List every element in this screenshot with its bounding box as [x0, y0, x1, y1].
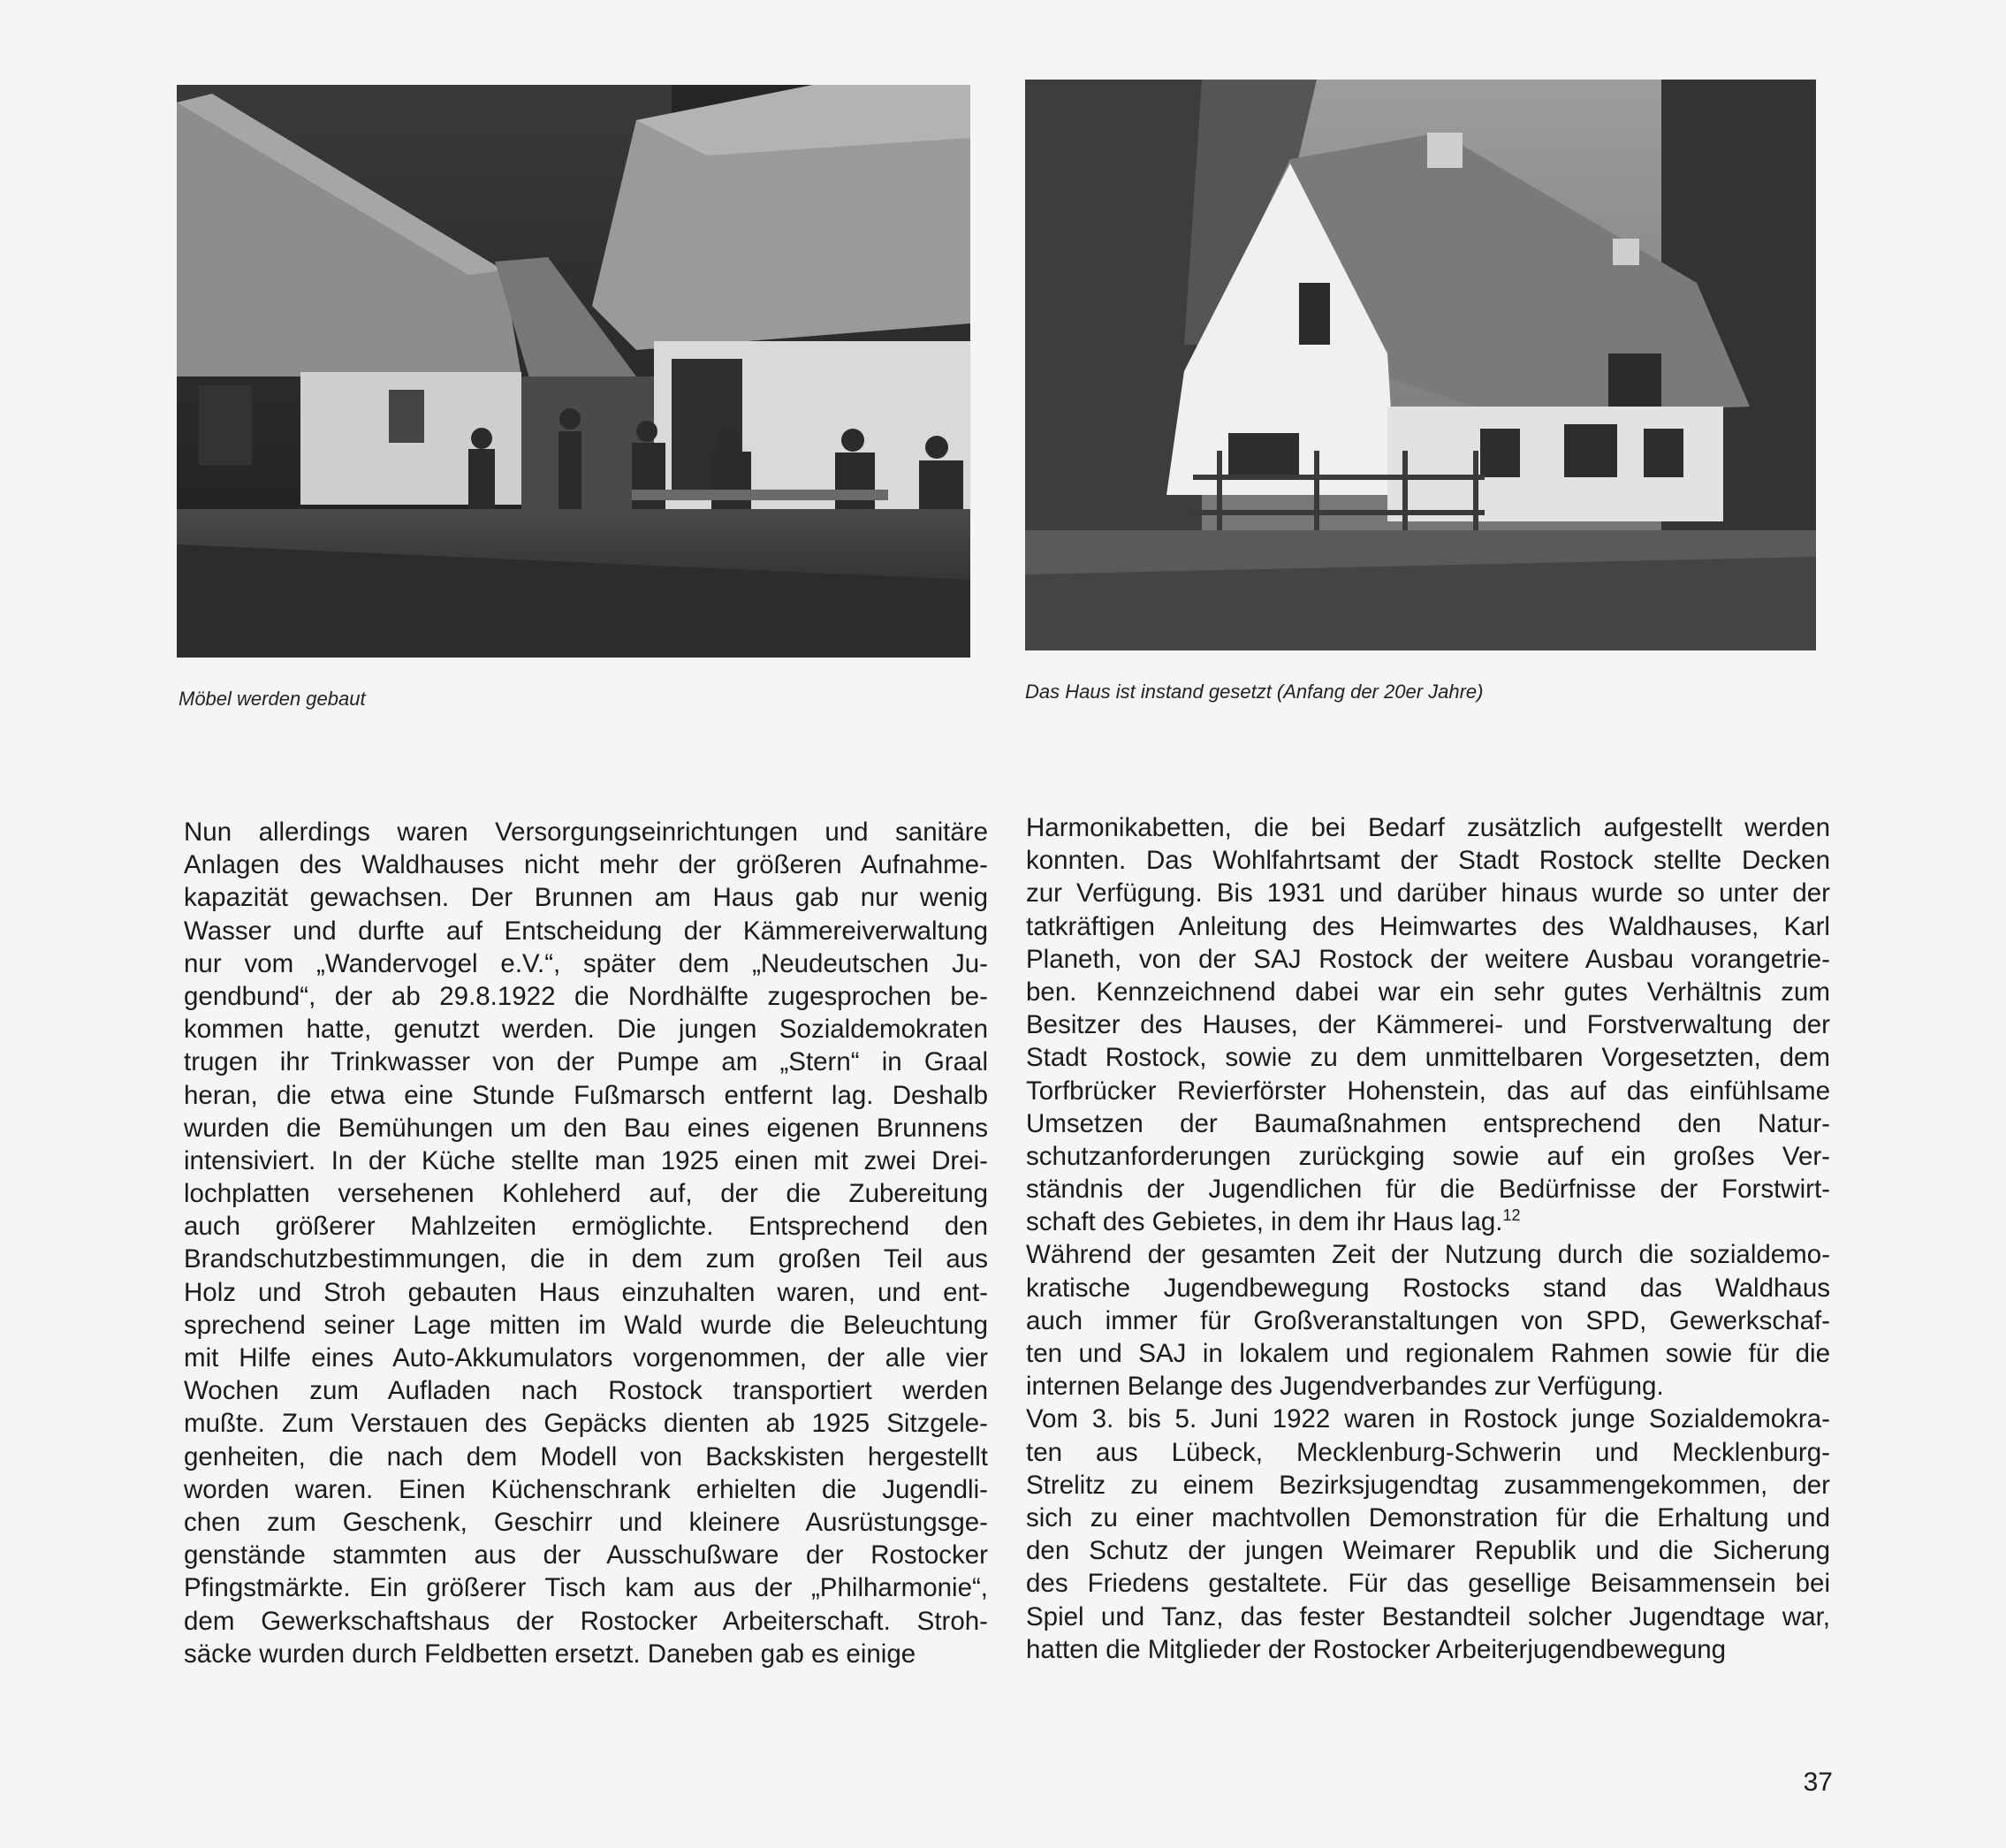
text-line: sprechend seiner Lage mitten im Wald wurde die Beleuchtung	[184, 1310, 988, 1340]
figure-caption-left: Möbel werden gebaut	[179, 688, 366, 710]
text-line: den Schutz der jungen Weimarer Republik und die Sicherung	[1026, 1536, 1830, 1566]
text-line: Stadt Rostock, sowie zu dem unmittelbaren Vorgesetzten, dem	[1026, 1043, 1830, 1073]
text-line: säcke wurden durch Feldbetten ersetzt. Daneben gab es einige	[184, 1639, 916, 1669]
text-line: chen zum Geschenk, Geschirr und kleinere Ausrüstungsge-	[184, 1507, 988, 1537]
text-line: schaft des Gebietes, in dem ihr Haus lag.$^{12}$	[1026, 1206, 1521, 1237]
photo-furniture-building-image	[177, 85, 970, 658]
text-line: Anlagen des Waldhauses nicht mehr der größeren Aufnahme-	[184, 850, 988, 880]
text-line: gendbund“, der ab 29.8.1922 die Nordhälfte zugesprochen be-	[184, 981, 988, 1011]
footnote-ref: 12	[1502, 1206, 1521, 1225]
text-column-left	[184, 816, 988, 1670]
figure-caption-right: Das Haus ist instand gesetzt (Anfang der 20er Jahre)	[1025, 681, 1484, 703]
text-line: Holz und Stroh gebauten Haus einzuhalten waren, und ent-	[184, 1277, 988, 1307]
text-line: konnten. Das Wohlfahrtsamt der Stadt Rostock stellte Decken	[1026, 846, 1830, 876]
text-line: trugen ihr Trinkwasser von der Pumpe am „Stern“ in Graal	[184, 1047, 988, 1077]
text-line: tatkräftigen Anleitung des Heimwartes des Waldhauses, Karl	[1026, 911, 1830, 941]
text-line: mit Hilfe eines Auto-Akkumulators vorgenommen, der alle vier	[184, 1343, 988, 1373]
text-line: auch immer für Großveranstaltungen von SPD, Gewerkschaf-	[1026, 1305, 1830, 1335]
photo-restored-house-image	[1025, 80, 1816, 650]
text-line: Wasser und durfte auf Entscheidung der Kämmereiverwaltung	[184, 916, 988, 946]
text-line: genstände stammten aus der Ausschußware der Rostocker	[184, 1540, 988, 1570]
text-line: Nun allerdings waren Versorgungseinrichtungen und sanitäre	[184, 818, 988, 847]
text-line: Wochen zum Aufladen nach Rostock transportiert werden	[184, 1376, 988, 1406]
photo-furniture-building	[177, 85, 970, 658]
text-line: Torfbrücker Revierförster Hohenstein, das auf das einfühlsame	[1026, 1076, 1830, 1106]
text-line: Besitzer des Hauses, der Kämmerei- und Forstverwaltung der	[1026, 1010, 1830, 1040]
text-line: Brandschutzbestimmungen, die in dem zum großen Teil aus	[184, 1244, 988, 1274]
text-column-right	[1026, 811, 1830, 1666]
text-line: kratische Jugendbewegung Rostocks stand das Waldhaus	[1026, 1273, 1830, 1303]
text-line: kapazität gewachsen. Der Brunnen am Haus gab nur wenig	[184, 883, 988, 913]
text-line: heran, die etwa eine Stunde Fußmarsch entfernt lag. Deshalb	[184, 1080, 988, 1110]
text-line: internen Belange des Jugendverbandes zur Verfügung.	[1026, 1372, 1664, 1402]
text-line: Harmonikabetten, die bei Bedarf zusätzlich aufgestellt werden	[1026, 813, 1830, 842]
text-line: intensiviert. In der Küche stellte man 1925 einen mit zwei Drei-	[184, 1145, 988, 1175]
text-line: Planeth, von der SAJ Rostock der weitere Ausbau vorangetrie-	[1026, 944, 1830, 974]
text-line: ten und SAJ in lokalem und regionalem Rahmen sowie für die	[1026, 1339, 1830, 1368]
photo-restored-house	[1025, 80, 1816, 650]
text-line: mußte. Zum Verstauen des Gepäcks dienten ab 1925 Sitzgele-	[184, 1409, 988, 1439]
text-line: lochplatten versehenen Kohleherd auf, der die Zubereitung	[184, 1179, 988, 1209]
text-line: Während der gesamten Zeit der Nutzung durch die sozialdemo-	[1026, 1240, 1830, 1270]
text-line: hatten die Mitglieder der Rostocker Arbeiterjugendbewegung	[1026, 1634, 1727, 1664]
text-line: Vom 3. bis 5. Juni 1922 waren in Rostock junge Sozialdemokra-	[1026, 1404, 1830, 1434]
text-line: ben. Kennzeichnend dabei war ein sehr gutes Verhältnis zum	[1026, 977, 1830, 1007]
text-line: wurden die Bemühungen um den Bau eines eigenen Brunnens	[184, 1113, 988, 1143]
text-line: Strelitz zu einem Bezirksjugendtag zusammengekommen, der	[1026, 1470, 1830, 1500]
text-line: genheiten, die nach dem Modell von Backskisten hergestellt	[184, 1441, 988, 1472]
text-line: ten aus Lübeck, Mecklenburg-Schwerin und Mecklenburg-	[1026, 1437, 1830, 1467]
text-line: schutzanforderungen zurückging sowie auf ein großes Ver-	[1026, 1141, 1830, 1171]
text-line: worden waren. Einen Küchenschrank erhielten die Jugendli-	[184, 1474, 988, 1504]
text-line: kommen hatte, genutzt werden. Die jungen Sozialdemokraten	[184, 1015, 988, 1045]
text-line: zur Verfügung. Bis 1931 und darüber hinaus wurde so unter der	[1026, 878, 1830, 909]
page-number: 37	[1803, 1768, 1833, 1797]
text-line: auch größerer Mahlzeiten ermöglichte. Entsprechend den	[184, 1212, 988, 1242]
text-line: dem Gewerkschaftshaus der Rostocker Arbeiterschaft. Stroh-	[184, 1606, 988, 1636]
text-line: nur vom „Wandervogel e.V.“, später dem „Neudeutschen Ju-	[184, 948, 988, 978]
text-line: Umsetzen der Baumaßnahmen entsprechend den Natur-	[1026, 1108, 1830, 1138]
text-line: Pfingstmärkte. Ein größerer Tisch kam aus der „Philharmonie“,	[184, 1573, 988, 1603]
text-line: ständnis der Jugendlichen für die Bedürfnisse der Forstwirt-	[1026, 1175, 1830, 1205]
text-line: des Friedens gestaltete. Für das gesellige Beisammensein bei	[1026, 1569, 1830, 1599]
text-line: sich zu einer machtvollen Demonstration für die Erhaltung und	[1026, 1502, 1830, 1532]
text-line: Spiel und Tanz, das fester Bestandteil solcher Jugendtage war,	[1026, 1601, 1830, 1631]
